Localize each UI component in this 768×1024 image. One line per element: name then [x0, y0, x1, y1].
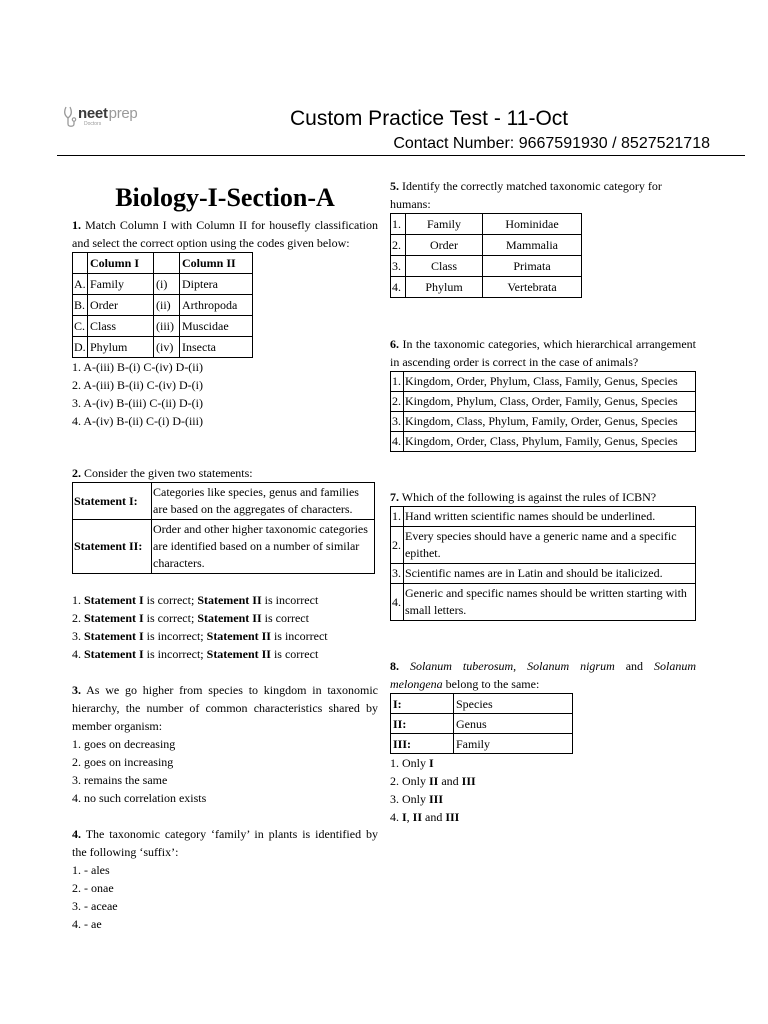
statements-table	[390, 693, 573, 754]
option-4: 4. A-(iv) B-(ii) C-(i) D-(iii)	[72, 414, 203, 428]
right-column	[390, 177, 696, 826]
question-stem: The taxonomic category ‘family’ in plants is identified by the following ‘suffix’:	[72, 827, 378, 859]
question-8-text: 8. Solanum tuberosum, Solanum nigrum and Solanum melongena belong to the same:	[390, 659, 697, 691]
contact-number: Contact Number: 9667591930 / 8527521718	[393, 135, 710, 152]
statements-table	[72, 482, 375, 574]
logo-neet-text: neet	[78, 105, 108, 122]
stethoscope-icon	[63, 105, 77, 129]
question-number: 6.	[390, 337, 399, 351]
option-2: 2. goes on increasing	[72, 755, 174, 769]
option-1: 1. Only I	[390, 756, 434, 770]
column-ii-header: Column II	[180, 253, 253, 274]
question-number: 2.	[72, 466, 81, 480]
column-i-header: Column I	[88, 253, 154, 274]
header-divider	[57, 155, 745, 156]
question-7-text	[390, 488, 696, 506]
table-row: C. Class (iii) Muscidae	[73, 316, 253, 337]
question-4-text	[72, 825, 378, 861]
option-2: 2. A-(iii) B-(ii) C-(iv) D-(i)	[72, 378, 203, 392]
question-stem: Identify the correctly matched taxonomic category for humans:	[390, 179, 662, 211]
question-3-text	[72, 681, 378, 735]
table-header-row	[73, 253, 253, 274]
table-row: 4. Kingdom, Order, Class, Phylum, Family, Genus, Species	[391, 432, 696, 452]
question-5	[390, 177, 696, 298]
table-row: 3. Scientific names are in Latin and should be italicized.	[391, 564, 696, 584]
statement-ii-label: Statement II:	[73, 520, 152, 574]
table-row: 1. Family Hominidae	[391, 214, 582, 235]
question-number: 5.	[390, 179, 399, 193]
table-row: 3. Class Primata	[391, 256, 582, 277]
question-stem: Consider the given two statements:	[84, 466, 253, 480]
options-table	[390, 506, 696, 621]
question-stem: Match Column I with Column II for housefly classification and select the correct option using the codes given below:	[72, 218, 379, 250]
table-row: 3. Kingdom, Class, Phylum, Family, Order, Genus, Species	[391, 412, 696, 432]
section-title: Biology-I-Section-A	[115, 183, 335, 212]
statement-i-label: Statement I:	[73, 483, 152, 520]
option-1: 1. A-(iii) B-(i) C-(iv) D-(ii)	[72, 360, 203, 374]
table-row: 2. Kingdom, Phylum, Class, Order, Family, Genus, Species	[391, 392, 696, 412]
question-2-text	[72, 464, 378, 482]
match-table	[72, 252, 253, 358]
statement-i-text: Categories like species, genus and families are based on the aggregates of characters.	[152, 483, 375, 520]
table-row	[73, 483, 375, 520]
question-5-text	[390, 177, 696, 213]
page-title: Custom Practice Test - 11-Oct	[290, 107, 569, 130]
option-3: 3. Only III	[390, 792, 444, 806]
table-row: 2. Every species should have a generic name and a specific epithet.	[391, 527, 696, 564]
statement-ii-text: Order and other higher taxonomic categories are identified based on a number of similar characters.	[152, 520, 375, 574]
left-column	[72, 182, 378, 933]
option-1: 1. goes on decreasing	[72, 737, 176, 751]
option-4: 4. - ae	[72, 917, 102, 931]
question-number: 3.	[72, 683, 81, 697]
question-stem: Which of the following is against the rules of ICBN?	[401, 490, 657, 504]
logo-prep-text: prep	[108, 105, 138, 122]
table-row: 2. Order Mammalia	[391, 235, 582, 256]
question-number: 8.	[390, 659, 399, 673]
question-number: 1.	[72, 218, 81, 232]
question-8	[390, 657, 696, 826]
question-2	[72, 464, 378, 663]
question-6	[390, 335, 696, 452]
question-1-text	[72, 216, 378, 252]
table-row: D. Phylum (iv) Insecta	[73, 337, 253, 358]
table-row: I: Species	[391, 694, 573, 714]
table-row: 4. Generic and specific names should be written starting with small letters.	[391, 584, 696, 621]
question-1	[72, 216, 378, 430]
table-row: III: Family	[391, 734, 573, 754]
logo-tagline: Doctors	[84, 121, 102, 127]
table-row: A. Family (i) Diptera	[73, 274, 253, 295]
option-2: 2. Only II and III	[390, 774, 476, 788]
table-row: 1. Hand written scientific names should be underlined.	[391, 507, 696, 527]
options-table	[390, 213, 582, 298]
option-4: 4. I, II and III	[390, 810, 460, 824]
options-table	[390, 371, 696, 452]
table-row	[73, 520, 375, 574]
table-row: 4. Phylum Vertebrata	[391, 277, 582, 298]
question-6-text	[390, 335, 696, 371]
option-3: 3. A-(iv) B-(iii) C-(ii) D-(i)	[72, 396, 203, 410]
question-3	[72, 681, 378, 807]
table-row: 1. Kingdom, Order, Phylum, Class, Family, Genus, Species	[391, 372, 696, 392]
question-stem: In the taxonomic categories, which hierarchical arrangement in ascending order is correct in the case of animals?	[390, 337, 696, 369]
option-3: 3. Statement I is incorrect; Statement II is incorrect	[72, 629, 328, 643]
table-row: B. Order (ii) Arthropoda	[73, 295, 253, 316]
option-2: 2. Statement I is correct; Statement II is correct	[72, 611, 309, 625]
option-4: 4. no such correlation exists	[72, 791, 207, 805]
question-4	[72, 825, 378, 933]
question-7	[390, 488, 696, 621]
option-1: 1. - ales	[72, 863, 110, 877]
option-3: 3. - aceae	[72, 899, 118, 913]
question-number: 7.	[390, 490, 399, 504]
table-row: II: Genus	[391, 714, 573, 734]
question-stem: As we go higher from species to kingdom in taxonomic hierarchy, the number of common characteristics shared by member organism:	[72, 683, 378, 733]
option-2: 2. - onae	[72, 881, 114, 895]
option-4: 4. Statement I is incorrect; Statement II is correct	[72, 647, 319, 661]
option-1: 1. Statement I is correct; Statement II is incorrect	[72, 593, 319, 607]
question-number: 4.	[72, 827, 81, 841]
option-3: 3. remains the same	[72, 773, 168, 787]
